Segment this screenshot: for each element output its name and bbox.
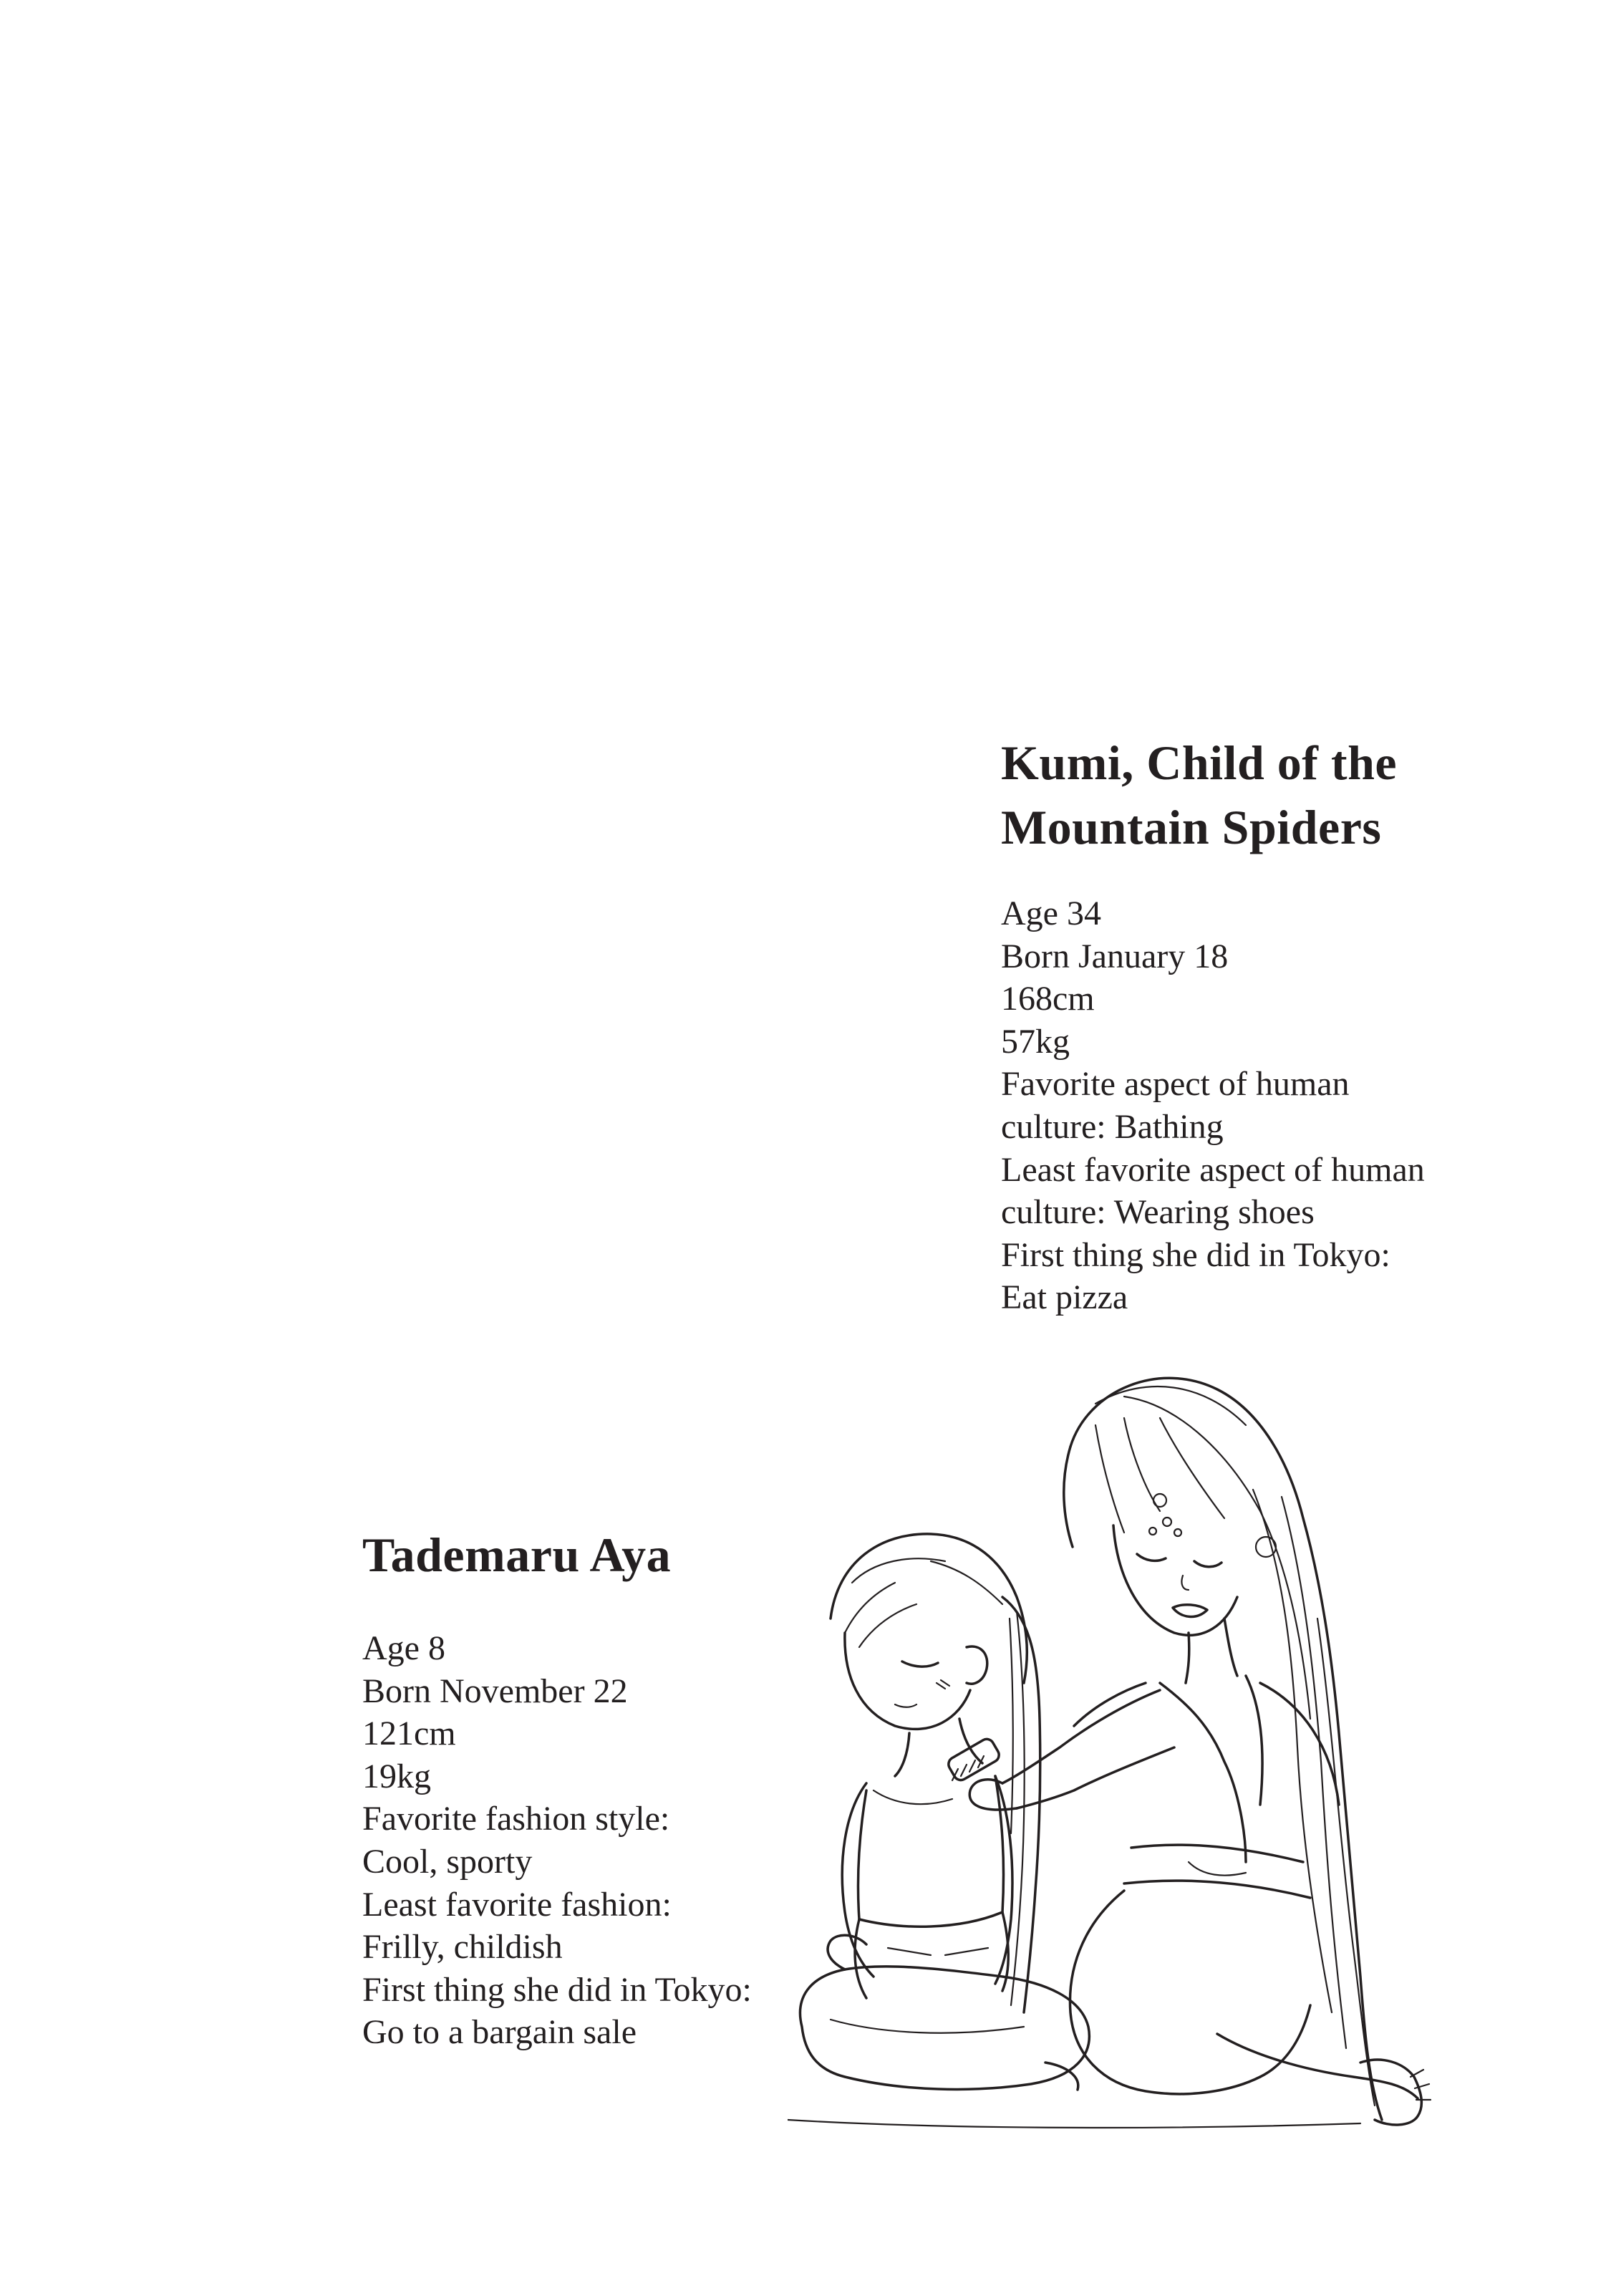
aya-first-thing-line-2: Go to a bargain sale [362, 2013, 637, 2052]
aya-least-favorite-line-1: Least favorite fashion: [362, 1885, 672, 1924]
aya-age: Age 8 [362, 1629, 445, 1667]
kumi-profile [1001, 730, 1574, 1319]
kumi-favorite-line-2: culture: Bathing [1001, 1107, 1224, 1146]
aya-favorite-line-1: Favorite fashion style: [362, 1800, 670, 1838]
aya-profile-title: Tademaru Aya [362, 1528, 672, 1582]
kumi-height: 168cm [1001, 980, 1095, 1018]
kumi-age: Age 34 [1001, 894, 1101, 932]
aya-profile-details [362, 1627, 792, 2054]
kumi-first-thing-line-1: First thing she did in Tokyo: [1001, 1235, 1390, 1274]
kumi-profile-details [1001, 892, 1574, 1319]
kumi-birthday: Born January 18 [1001, 937, 1229, 975]
kumi-profile-title [1001, 730, 1574, 859]
aya-least-favorite-line-2: Frilly, childish [362, 1928, 563, 1967]
kumi-weight: 57kg [1001, 1022, 1070, 1061]
aya-first-thing-line-1: First thing she did in Tokyo: [362, 1970, 752, 2009]
aya-profile [362, 1523, 792, 2054]
kumi-favorite-line-1: Favorite aspect of human [1001, 1065, 1350, 1104]
sketch-woman-combing-girl-hair-icon [788, 1346, 1475, 2163]
aya-birthday: Born November 22 [362, 1672, 628, 1710]
aya-height: 121cm [362, 1714, 456, 1753]
kumi-least-favorite-line-1: Least favorite aspect of human [1001, 1150, 1425, 1189]
kumi-title-line-1: Kumi, Child of the [1001, 735, 1398, 790]
kumi-first-thing-line-2: Eat pizza [1001, 1278, 1128, 1317]
kumi-least-favorite-line-2: culture: Wearing shoes [1001, 1193, 1315, 1232]
kumi-title-line-2: Mountain Spiders [1001, 800, 1382, 854]
aya-weight: 19kg [362, 1757, 431, 1795]
aya-favorite-line-2: Cool, sporty [362, 1842, 533, 1881]
